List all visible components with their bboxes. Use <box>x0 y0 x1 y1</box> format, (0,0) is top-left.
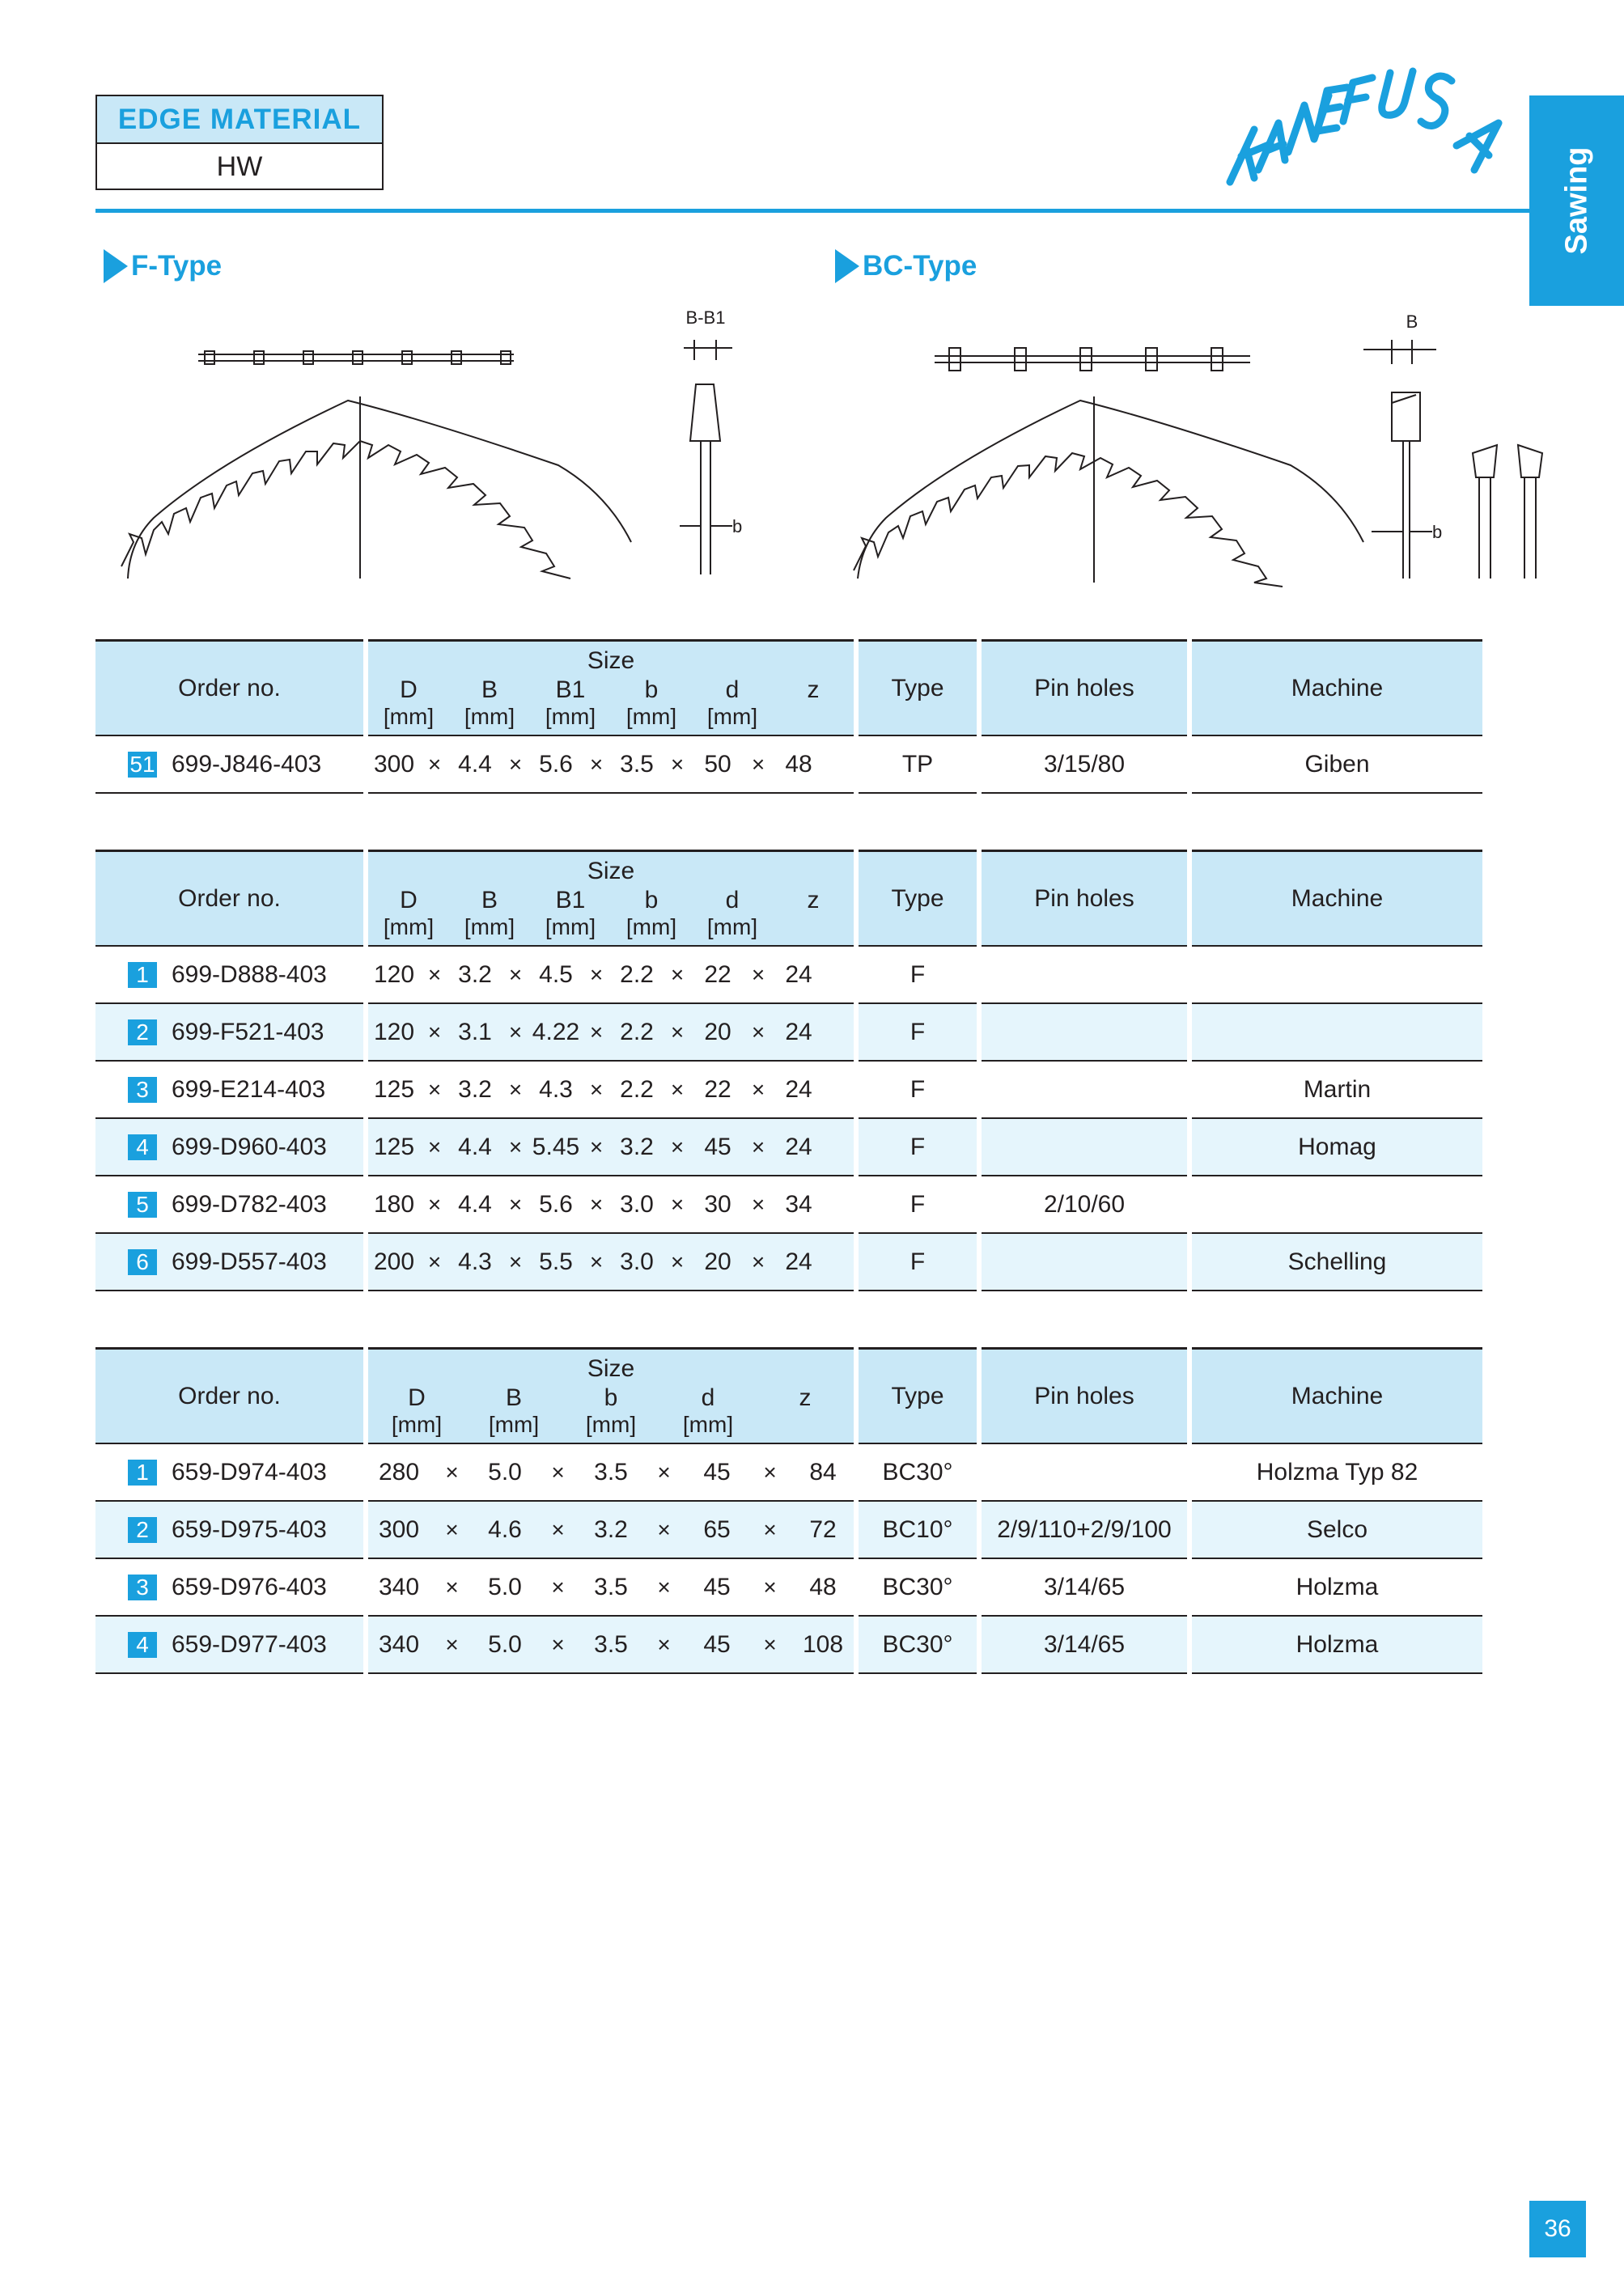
bc-dim-label-bottom: b <box>1432 522 1443 542</box>
header-col: b <box>604 1384 618 1411</box>
times-sign: × <box>751 1076 765 1102</box>
header-col: b <box>644 676 659 703</box>
row-number-badge: 4 <box>128 1134 157 1160</box>
edge-material-value: HW <box>216 151 263 182</box>
bc-dim-label-top: B <box>1406 312 1418 332</box>
times-sign: × <box>508 1134 523 1159</box>
size-bore: 30 <box>704 1190 731 1218</box>
f-dim-label-top: B-B1 <box>685 307 726 328</box>
header-col: D <box>400 676 418 703</box>
machine-value: Schelling <box>1192 1234 1482 1291</box>
table-row <box>95 1234 1482 1291</box>
size-b1: 4.5 <box>539 960 573 988</box>
header-type: Type <box>859 639 977 736</box>
times-sign: × <box>551 1516 565 1542</box>
size-b-small: 3.5 <box>594 1458 628 1486</box>
table-row <box>95 1119 1482 1176</box>
row-number-badge: 5 <box>128 1192 157 1218</box>
times-sign: × <box>657 1516 671 1542</box>
table-f-type <box>95 850 1482 1291</box>
header-col: B1 <box>555 676 586 703</box>
size-b-small: 3.5 <box>594 1573 628 1600</box>
table-tp <box>95 639 1482 794</box>
times-sign: × <box>670 1076 685 1102</box>
size-b1: 4.3 <box>539 1075 573 1103</box>
size-bore: 45 <box>703 1458 731 1486</box>
row-number-badge: 3 <box>128 1077 157 1103</box>
size-b-small: 2.2 <box>620 1075 654 1103</box>
size-b-small: 3.5 <box>594 1630 628 1658</box>
header-machine: Machine <box>1192 850 1482 947</box>
table-row: 51 699-J846-403 300 × 4.4 × 5.6 × 3.5 × 50 × 48 TP 3/15/80 Giben <box>95 736 1482 794</box>
times-sign: × <box>445 1574 459 1600</box>
times-sign: × <box>670 1248 685 1274</box>
size-d: 120 <box>373 960 415 988</box>
pin-holes-value <box>982 1062 1187 1119</box>
times-sign: × <box>445 1631 459 1657</box>
times-sign: × <box>751 1248 765 1274</box>
row-number-badge: 1 <box>128 962 157 988</box>
header-unit: [mm] <box>682 1411 734 1437</box>
header-unit: [mm] <box>625 913 677 939</box>
header-col: B <box>505 1384 522 1411</box>
size-b1: 5.45 <box>532 1133 580 1160</box>
times-sign: × <box>670 1191 685 1217</box>
header-col: D <box>400 886 418 913</box>
side-tab-label: Sawing <box>1559 146 1593 255</box>
type-value: F <box>859 1176 977 1234</box>
size-z: 24 <box>785 1018 812 1045</box>
size-z: 24 <box>785 1075 812 1103</box>
times-sign: × <box>508 1019 523 1045</box>
table-row <box>95 947 1482 1004</box>
header-col: d <box>725 886 740 913</box>
header-unit: [mm] <box>383 703 435 729</box>
machine-value <box>1192 1176 1482 1234</box>
size-z: 24 <box>785 960 812 988</box>
times-sign: × <box>551 1574 565 1600</box>
times-sign: × <box>508 1248 523 1274</box>
size-bore: 22 <box>704 960 731 988</box>
row-number-badge: 51 <box>128 752 157 778</box>
size-z: 24 <box>785 1248 812 1275</box>
times-sign: × <box>508 1191 523 1217</box>
size-b1: 5.6 <box>539 750 573 778</box>
header-unit: [mm] <box>706 913 758 939</box>
header-type: Type <box>859 1347 977 1444</box>
size-d: 340 <box>378 1630 420 1658</box>
size-b: 5.0 <box>488 1458 522 1486</box>
times-sign: × <box>657 1574 671 1600</box>
pin-holes-value: 2/10/60 <box>982 1176 1187 1234</box>
machine-value: Giben <box>1192 736 1482 794</box>
order-number: 659-D975-403 <box>172 1515 327 1543</box>
size-b1: 5.6 <box>539 1190 573 1218</box>
size-b: 3.2 <box>458 1075 492 1103</box>
type-value: F <box>859 1004 977 1062</box>
header-unit: [mm] <box>488 1411 540 1437</box>
times-sign: × <box>751 961 765 987</box>
times-sign: × <box>427 1191 442 1217</box>
size-z: 48 <box>809 1573 837 1600</box>
size-d: 125 <box>373 1133 415 1160</box>
header-col: z <box>799 1384 812 1411</box>
row-number-badge: 6 <box>128 1249 157 1275</box>
size-d: 180 <box>373 1190 415 1218</box>
pin-holes-value: 3/14/65 <box>982 1559 1187 1617</box>
times-sign: × <box>551 1459 565 1485</box>
header-size <box>368 850 854 947</box>
header-size <box>368 639 854 736</box>
size-b: 4.4 <box>458 750 492 778</box>
size-d: 300 <box>378 1515 420 1543</box>
size-b-small: 3.5 <box>620 750 654 778</box>
header-unit: [mm] <box>706 703 758 729</box>
size-b: 5.0 <box>488 1630 522 1658</box>
f-type-title-text: F-Type <box>131 250 223 282</box>
size-d: 340 <box>378 1573 420 1600</box>
size-b: 3.2 <box>458 960 492 988</box>
header-unit: [mm] <box>391 1411 443 1437</box>
size-b-small: 3.2 <box>620 1133 654 1160</box>
header-rule <box>95 209 1529 213</box>
order-number: 659-D976-403 <box>172 1573 327 1600</box>
size-b: 3.1 <box>458 1018 492 1045</box>
size-b: 4.3 <box>458 1248 492 1275</box>
order-number: 699-D960-403 <box>172 1133 327 1160</box>
times-sign: × <box>427 1076 442 1102</box>
type-value: BC10° <box>859 1502 977 1559</box>
times-sign: × <box>508 1076 523 1102</box>
order-number: 699-D782-403 <box>172 1190 327 1218</box>
table-bc-type <box>95 1347 1482 1674</box>
f-type-title <box>104 249 222 283</box>
order-number: 699-D888-403 <box>172 960 327 988</box>
bc-type-title-text: BC-Type <box>863 250 977 282</box>
order-number: 699-F521-403 <box>172 1018 324 1045</box>
type-value: F <box>859 1234 977 1291</box>
size-b: 4.4 <box>458 1190 492 1218</box>
times-sign: × <box>427 961 442 987</box>
header-type: Type <box>859 850 977 947</box>
table-header <box>95 850 1482 947</box>
times-sign: × <box>670 1019 685 1045</box>
size-b-small: 3.0 <box>620 1248 654 1275</box>
times-sign: × <box>589 961 604 987</box>
size-z: 84 <box>809 1458 837 1486</box>
pin-holes-value: 3/14/65 <box>982 1617 1187 1674</box>
size-b: 4.4 <box>458 1133 492 1160</box>
size-bore: 50 <box>704 750 731 778</box>
pin-holes-value <box>982 947 1187 1004</box>
size-bore: 22 <box>704 1075 731 1103</box>
table-row <box>95 1176 1482 1234</box>
table-row <box>95 1004 1482 1062</box>
row-number-badge: 3 <box>128 1575 157 1600</box>
header-size-label: Size <box>587 1354 635 1382</box>
size-bore: 20 <box>704 1018 731 1045</box>
header-col: z <box>807 886 820 913</box>
header-order-no: Order no. <box>95 1347 363 1444</box>
header-machine: Machine <box>1192 1347 1482 1444</box>
times-sign: × <box>427 1134 442 1159</box>
times-sign: × <box>751 1019 765 1045</box>
table-header <box>95 639 1482 736</box>
machine-value: Martin <box>1192 1062 1482 1119</box>
header-unit: [mm] <box>625 703 677 729</box>
machine-value: Selco <box>1192 1502 1482 1559</box>
page-number: 36 <box>1529 2201 1586 2257</box>
header-col: d <box>725 676 740 703</box>
side-tab[interactable] <box>1529 95 1624 306</box>
times-sign: × <box>763 1516 777 1542</box>
order-number: 699-E214-403 <box>172 1075 326 1103</box>
type-value: BC30° <box>859 1444 977 1502</box>
header-col: b <box>644 886 659 913</box>
header-size-label: Size <box>587 646 635 674</box>
type-value: F <box>859 947 977 1004</box>
header-col: z <box>807 676 820 703</box>
times-sign: × <box>445 1459 459 1485</box>
times-sign: × <box>508 961 523 987</box>
table-row <box>95 1617 1482 1674</box>
table-row <box>95 1502 1482 1559</box>
size-b1: 5.5 <box>539 1248 573 1275</box>
size-b1: 4.22 <box>532 1018 580 1045</box>
header-unit: [mm] <box>383 913 435 939</box>
times-sign: × <box>589 1134 604 1159</box>
pin-holes-value: 3/15/80 <box>982 736 1187 794</box>
machine-value <box>1192 947 1482 1004</box>
header-order-no: Order no. <box>95 850 363 947</box>
machine-value: Holzma Typ 82 <box>1192 1444 1482 1502</box>
kanefusa-logo <box>1214 49 1513 194</box>
pin-holes-value <box>982 1444 1187 1502</box>
times-sign: × <box>589 1076 604 1102</box>
table-row <box>95 1559 1482 1617</box>
times-sign: × <box>751 1191 765 1217</box>
table-row <box>95 1444 1482 1502</box>
f-dim-label-bottom: b <box>732 516 743 536</box>
order-number: 699-D557-403 <box>172 1248 327 1275</box>
size-z: 108 <box>802 1630 844 1658</box>
size-d: 200 <box>373 1248 415 1275</box>
size-bore: 65 <box>703 1515 731 1543</box>
size-z: 48 <box>785 750 812 778</box>
header-unit: [mm] <box>464 703 515 729</box>
size-z: 72 <box>809 1515 837 1543</box>
row-number-badge: 4 <box>128 1632 157 1658</box>
size-b-small: 3.2 <box>594 1515 628 1543</box>
header-col: d <box>701 1384 715 1411</box>
times-sign: × <box>670 1134 685 1159</box>
size-d: 300 <box>373 750 415 778</box>
size-b-small: 3.0 <box>620 1190 654 1218</box>
size-bore: 45 <box>703 1630 731 1658</box>
size-bore: 20 <box>704 1248 731 1275</box>
machine-value <box>1192 1004 1482 1062</box>
type-value: BC30° <box>859 1559 977 1617</box>
times-sign: × <box>657 1631 671 1657</box>
pin-holes-value <box>982 1004 1187 1062</box>
times-sign: × <box>427 1019 442 1045</box>
triangle-icon <box>835 249 859 283</box>
machine-value: Holzma <box>1192 1617 1482 1674</box>
times-sign: × <box>589 1191 604 1217</box>
times-sign: × <box>657 1459 671 1485</box>
times-sign: × <box>763 1459 777 1485</box>
triangle-icon <box>104 249 128 283</box>
header-unit: [mm] <box>545 703 596 729</box>
type-value: F <box>859 1062 977 1119</box>
times-sign: × <box>589 1248 604 1274</box>
times-sign: × <box>670 961 685 987</box>
header-pin-holes: Pin holes <box>982 850 1187 947</box>
times-sign: × <box>445 1516 459 1542</box>
times-sign: × <box>589 1019 604 1045</box>
header-col: B <box>481 676 498 703</box>
saw-blade-drawings <box>105 299 1562 591</box>
header-pin-holes: Pin holes <box>982 1347 1187 1444</box>
bc-type-title <box>835 249 977 283</box>
size-bore: 45 <box>704 1133 731 1160</box>
header-col: B1 <box>555 886 586 913</box>
row-number-badge: 2 <box>128 1517 157 1543</box>
edge-material-label: EDGE MATERIAL <box>97 96 382 144</box>
size-d: 280 <box>378 1458 420 1486</box>
header-size <box>368 1347 854 1444</box>
type-value: F <box>859 1119 977 1176</box>
table-header <box>95 1347 1482 1444</box>
times-sign: × <box>763 1574 777 1600</box>
header-pin-holes: Pin holes <box>982 639 1187 736</box>
size-b-small: 2.2 <box>620 960 654 988</box>
size-d: 125 <box>373 1075 415 1103</box>
machine-value: Holzma <box>1192 1559 1482 1617</box>
size-d: 120 <box>373 1018 415 1045</box>
type-value: BC30° <box>859 1617 977 1674</box>
times-sign: × <box>751 1134 765 1159</box>
type-value: TP <box>859 736 977 794</box>
size-z: 34 <box>785 1190 812 1218</box>
header-col: B <box>481 886 498 913</box>
table-row <box>95 1062 1482 1119</box>
size-z: 24 <box>785 1133 812 1160</box>
header-size-label: Size <box>587 857 635 884</box>
order-number: 659-D977-403 <box>172 1630 327 1658</box>
header-order-no: Order no. <box>95 639 363 736</box>
row-number-badge: 2 <box>128 1019 157 1045</box>
header-unit: [mm] <box>585 1411 637 1437</box>
pin-holes-value <box>982 1234 1187 1291</box>
pin-holes-value <box>982 1119 1187 1176</box>
size-b-small: 2.2 <box>620 1018 654 1045</box>
size-bore: 45 <box>703 1573 731 1600</box>
header-col: D <box>408 1384 426 1411</box>
times-sign: × <box>427 1248 442 1274</box>
times-sign: × <box>763 1631 777 1657</box>
order-number: 699-J846-403 <box>172 750 322 778</box>
pin-holes-value: 2/9/110+2/9/100 <box>982 1502 1187 1559</box>
size-b: 4.6 <box>488 1515 522 1543</box>
order-number: 659-D974-403 <box>172 1458 327 1486</box>
header-machine: Machine <box>1192 639 1482 736</box>
size-b: 5.0 <box>488 1573 522 1600</box>
header-unit: [mm] <box>545 913 596 939</box>
edge-material-box <box>95 95 384 190</box>
times-sign: × <box>551 1631 565 1657</box>
header-unit: [mm] <box>464 913 515 939</box>
row-number-badge: 1 <box>128 1460 157 1486</box>
machine-value: Homag <box>1192 1119 1482 1176</box>
